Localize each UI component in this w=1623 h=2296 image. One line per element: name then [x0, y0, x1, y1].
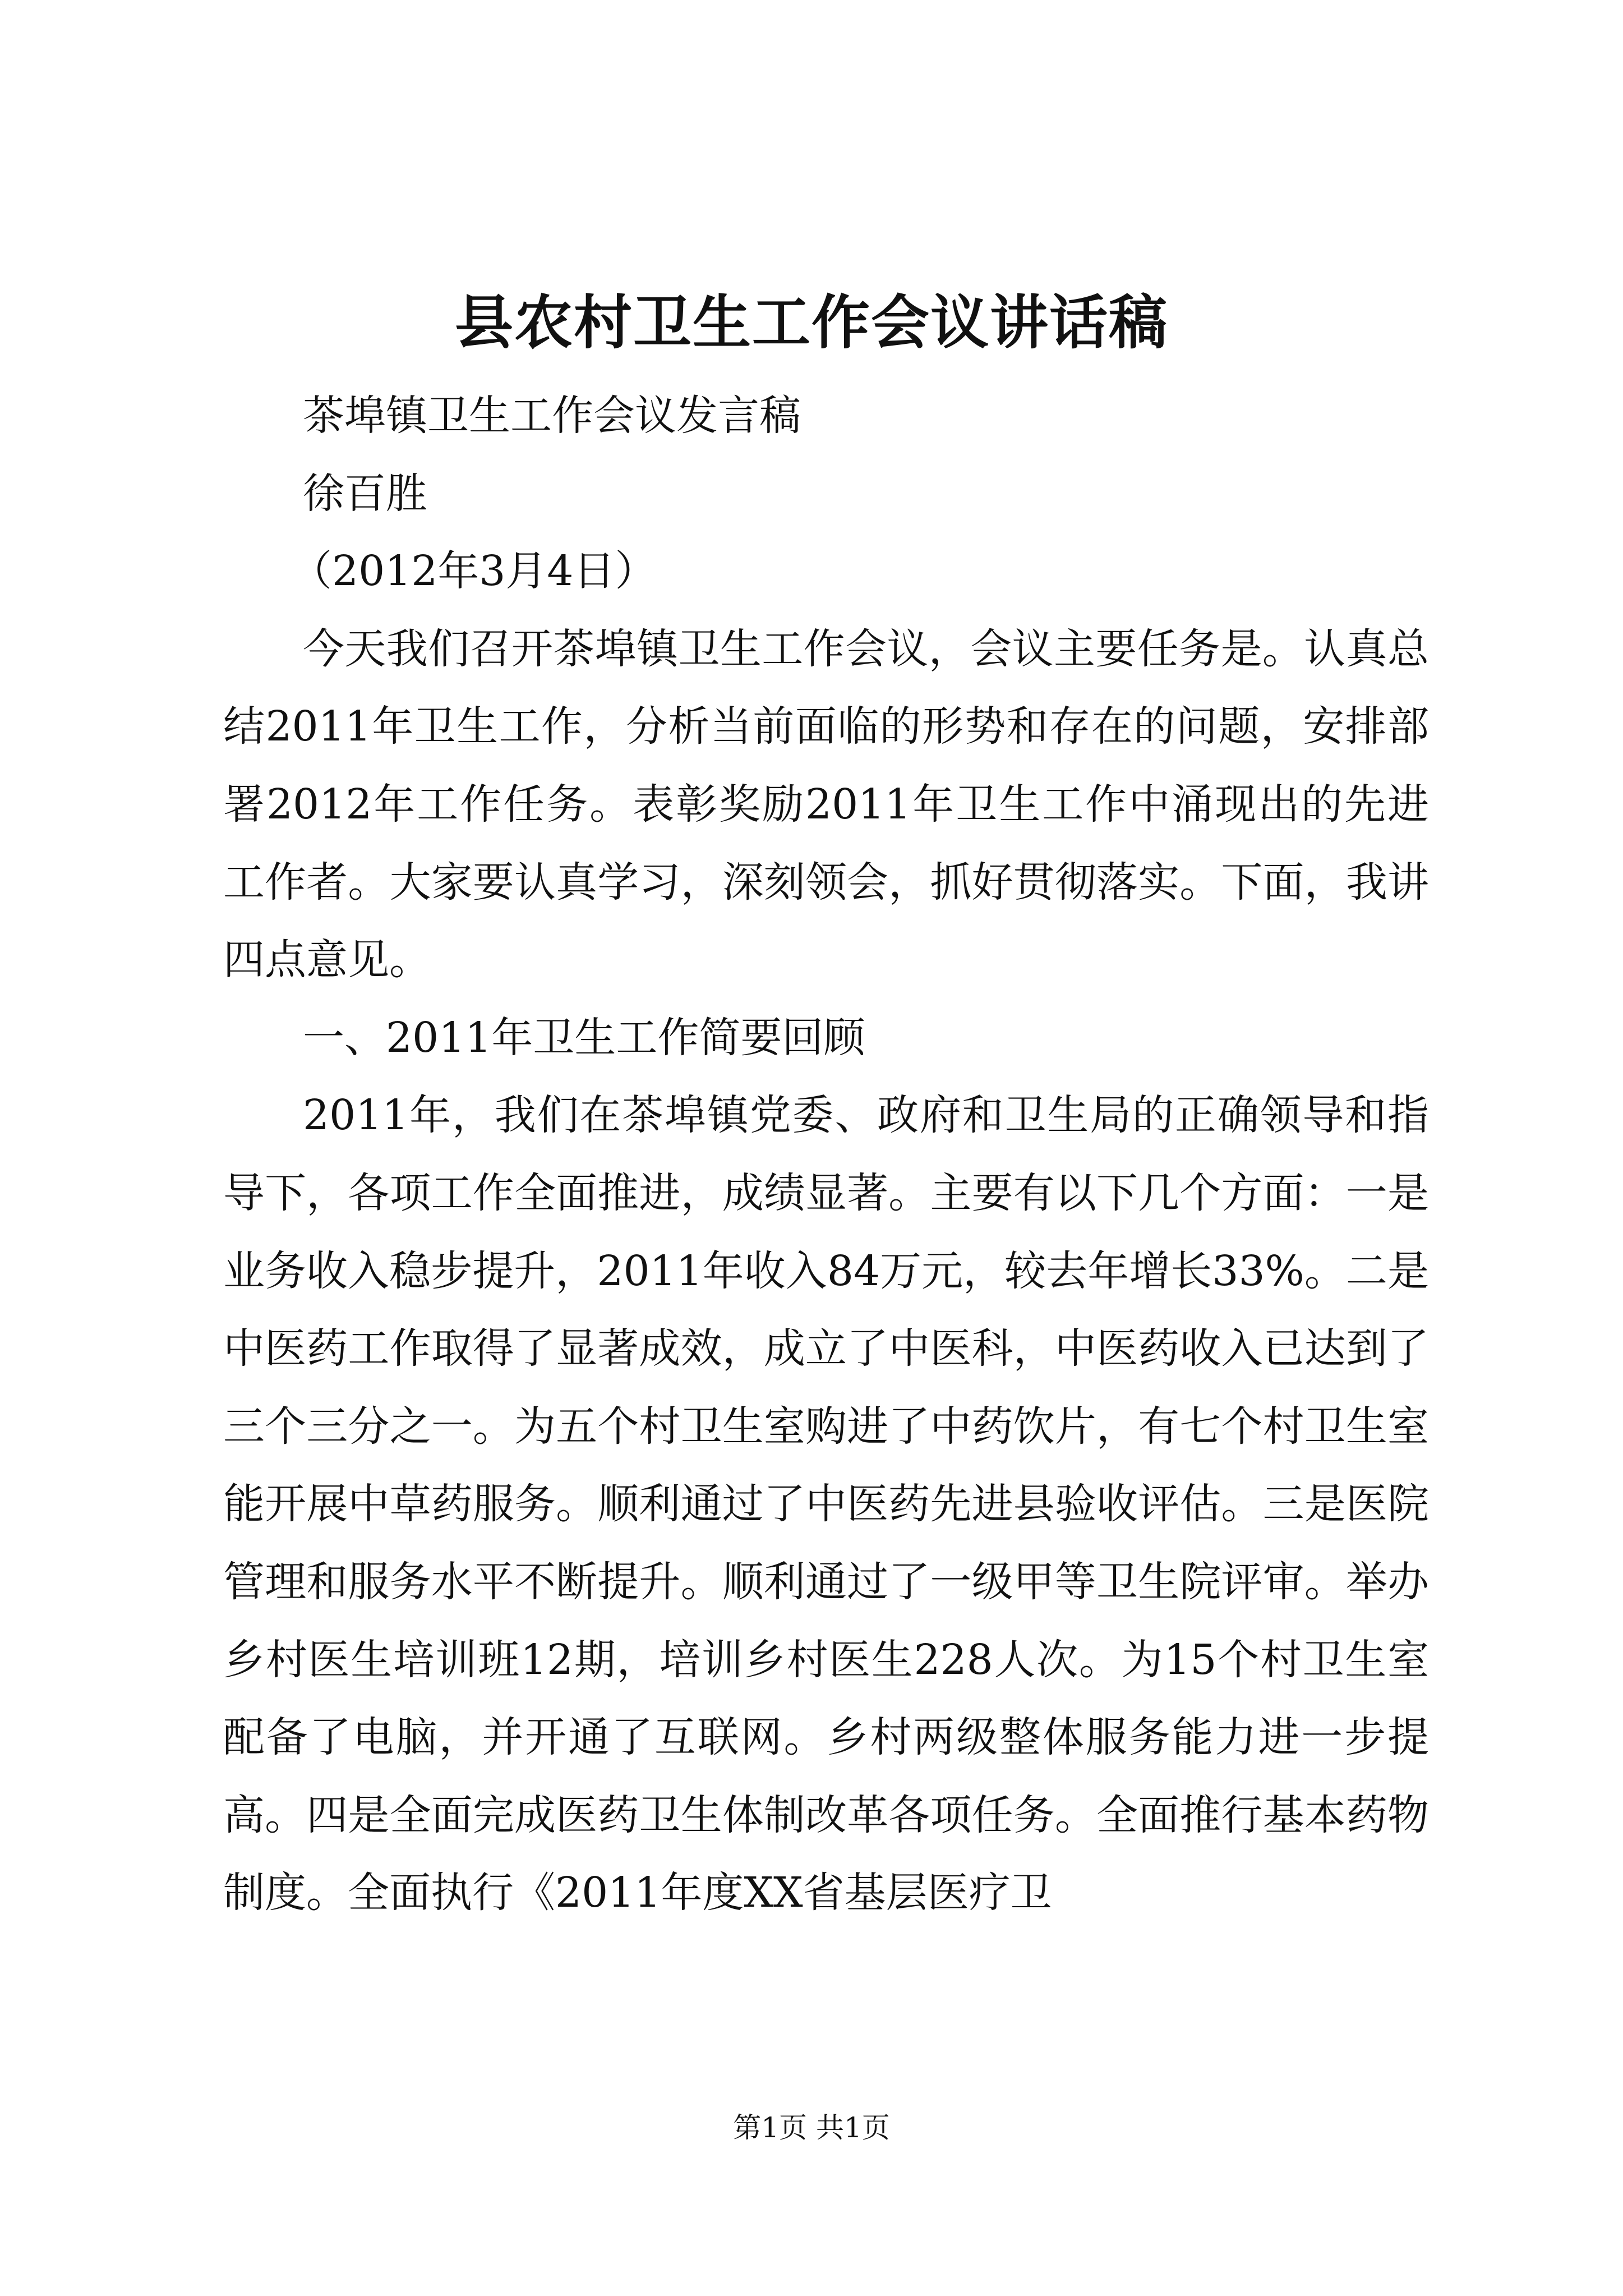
- date-paragraph: （2012年3月4日）: [291, 547, 657, 596]
- review-paragraph: 2011年，我们在茶埠镇党委、政府和卫生局的正确领导和指导下，各项工作全面推进，成绩显著。主要有以下几个方面：一是业务收入稳步提升，2011年收入84万元，较去年增长33%。二是中医药工作取得了显著成效，成立了中医科，中医药收入已达到了三个三分之一。为五个村卫生室购进了中药饮片，有七个村卫生室能开展中草药服务。顺利通过了中医药先进县验收评估。三是医院管理和服务水平不断提升。顺利通过了一级甲等卫生院评审。举办乡村医生培训班12期，培训乡村医生228人次。为15个村卫生室配备了电脑，并开通了互联网。乡村两级整体服务能力进一步提高。四是全面完成医药卫生体制改革各项任务。全面推行基本药物制度。全面执行《2011年度XX省基层医疗卫: [223, 1091, 1429, 1917]
- author-paragraph: 徐百胜: [303, 469, 427, 518]
- document-title: 县农村卫生工作会议讲话稿: [454, 288, 1168, 357]
- section-heading: 一、2011年卫生工作简要回顾: [303, 1013, 865, 1062]
- subtitle-paragraph: 茶埠镇卫生工作会议发言稿: [303, 392, 801, 440]
- intro-paragraph: 今天我们召开茶埠镇卫生工作会议，会议主要任务是。认真总结2011年卫生工作，分析当前面临的形势和存在的问题，安排部署2012年工作任务。表彰奖励2011年卫生工作中涌现出的先进工作者。大家要认真学习，深刻领会，抓好贯彻落实。下面，我讲四点意见。: [223, 624, 1429, 984]
- page-footer: 第1页 共1页: [733, 2111, 890, 2144]
- document-body: [223, 377, 1429, 1932]
